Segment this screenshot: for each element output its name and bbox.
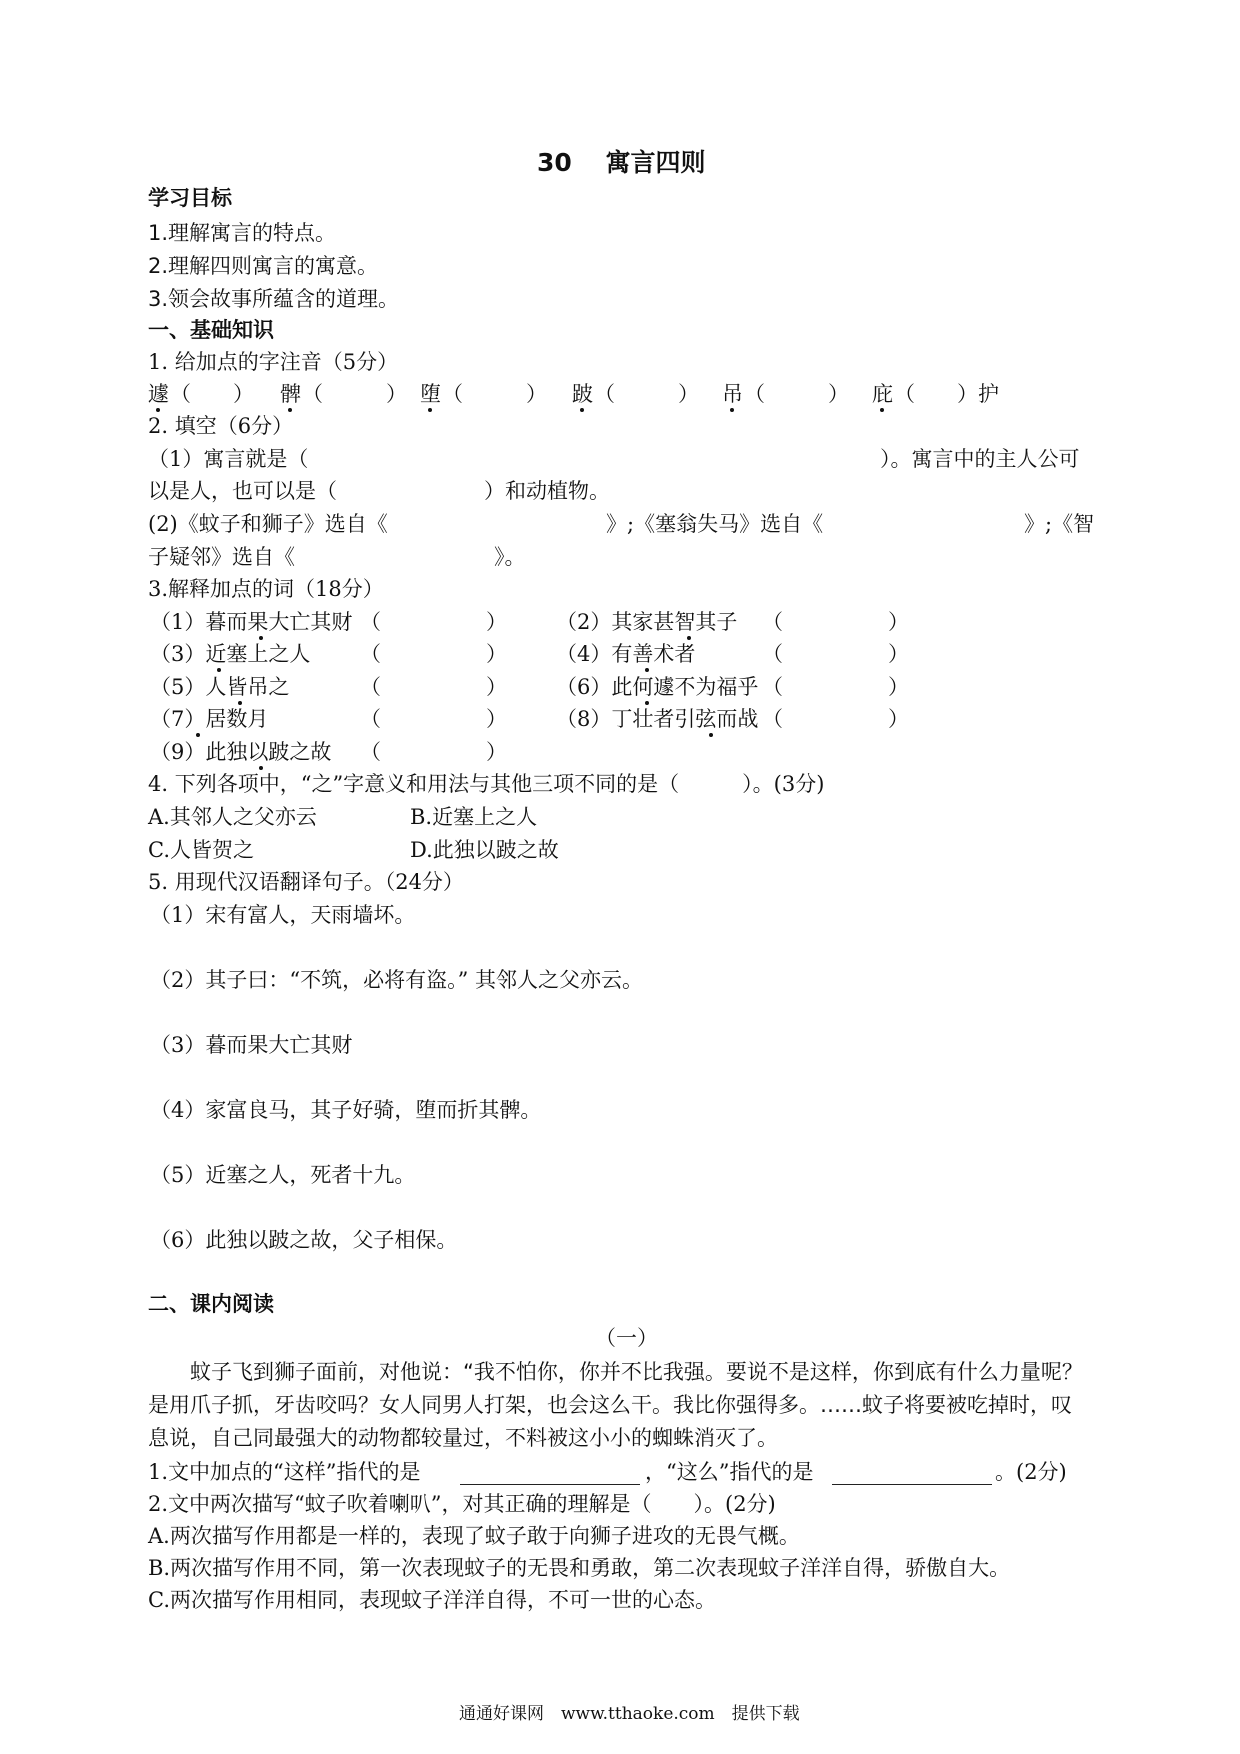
q1-char: 跛 (572, 382, 593, 406)
objective-2: 2.理解四则寓言的寓意。 (148, 254, 379, 278)
q2-line3-start: (2)《蚊子和狮子》选自《 (148, 512, 388, 536)
emphasis-dot (238, 701, 242, 705)
q3-answer-blank: （ ） (762, 610, 909, 634)
reading-q2-option-b: B.两次描写作用不同，第一次表现蚊子的无畏和勇敢，第二次表现蚊子洋洋自得，骄傲自大。 (148, 1556, 1011, 1580)
reading-q2-option-c: C.两次描写作用相同，表现蚊子洋洋自得，不可一世的心态。 (148, 1588, 716, 1612)
section2-heading: 二、课内阅读 (148, 1292, 274, 1316)
emphasis-dot (196, 733, 200, 737)
passage-line: 是用爪子抓，牙齿咬吗？女人同男人打架，也会这么干。我比你强得多。……蚊子将要被吃掉时，叹 (148, 1393, 1072, 1417)
q2-line3-mid: 》;《塞翁失马》选自《 (606, 512, 824, 536)
q1-answer-blank: （ ） (594, 382, 699, 406)
q3-answer-blank: （ ） (360, 675, 507, 699)
q3-item: （3）近塞上之人 (150, 642, 311, 666)
page-title: 30 寓言四则 (537, 148, 706, 177)
q1-stem: 1. 给加点的字注音（5分） (148, 350, 399, 374)
emphasis-dot (880, 408, 884, 412)
q3-answer-blank: （ ） (360, 740, 507, 764)
emphasis-dot (645, 701, 649, 705)
emphasis-dot (428, 408, 432, 412)
q3-item: （4）有善术者 (556, 642, 696, 666)
q1-char: 庇 (872, 382, 893, 406)
objectives-heading: 学习目标 (148, 186, 232, 210)
answer-underline (832, 1484, 992, 1485)
emphasis-dot (645, 668, 649, 672)
emphasis-dot (156, 408, 160, 412)
q3-answer-blank: （ ） (360, 642, 507, 666)
page-footer: 通通好课网 www.tthaoke.com 提供下载 (459, 1704, 800, 1724)
q2-line4-start: 子疑邻》选自《 (148, 545, 295, 569)
q2-line1-start: （1）寓言就是（ (148, 447, 309, 471)
q3-item: （8）丁壮者引弦而战 (556, 707, 759, 731)
reading-q2-stem: 2.文中两次描写“蚊子吹着喇叭”，对其正确的理解是（ ）。(2分) (148, 1492, 776, 1516)
reading-q2-option-a: A.两次描写作用都是一样的，表现了蚊子敢于向狮子进攻的无畏气概。 (148, 1524, 800, 1548)
q4-option-b: B.近塞上之人 (410, 805, 538, 829)
q1-answer-blank: （ ） (170, 382, 254, 406)
q3-item: （1）暮而果大亡其财 (150, 610, 353, 634)
q4-option-d: D.此独以跛之故 (410, 838, 559, 862)
q3-answer-blank: （ ） (762, 675, 909, 699)
emphasis-dot (259, 636, 263, 640)
reading-q1-mid: ，“这么”指代的是 (645, 1460, 814, 1484)
q3-item: （6）此何遽不为福乎 (556, 675, 759, 699)
q1-answer-blank: （ ） (744, 382, 849, 406)
q1-char: 吊 (722, 382, 743, 406)
q3-stem: 3.解释加点的词（18分） (148, 577, 384, 601)
section1-heading: 一、基础知识 (148, 318, 274, 342)
reading-q1-end: 。(2分) (995, 1460, 1067, 1484)
q3-answer-blank: （ ） (360, 707, 507, 731)
q3-item: （9）此独以跛之故 (150, 740, 332, 764)
q3-item: （5）人皆吊之 (150, 675, 290, 699)
q2-stem: 2. 填空（6分） (148, 414, 294, 438)
q3-answer-blank: （ ） (762, 642, 909, 666)
q1-answer-blank: （ ） (302, 382, 407, 406)
q5-item: （4）家富良马，其子好骑，堕而折其髀。 (150, 1098, 542, 1122)
q1-answer-blank: （ ） (442, 382, 547, 406)
q3-answer-blank: （ ） (360, 610, 507, 634)
answer-underline (460, 1484, 640, 1485)
emphasis-dot (580, 408, 584, 412)
q5-stem: 5. 用现代汉语翻译句子。（24分） (148, 870, 464, 894)
objective-1: 1.理解寓言的特点。 (148, 221, 337, 245)
q1-char: 遽 (148, 382, 169, 406)
emphasis-dot (687, 636, 691, 640)
q5-item: （6）此独以跛之故，父子相保。 (150, 1228, 458, 1252)
emphasis-dot (709, 733, 713, 737)
emphasis-dot (217, 668, 221, 672)
q3-answer-blank: （ ） (762, 707, 909, 731)
q3-item: （7）居数月 (150, 707, 269, 731)
q2-line1-end: ）。寓言中的主人公可 (880, 447, 1080, 471)
q5-item: （3）暮而果大亡其财 (150, 1033, 353, 1057)
q4-stem: 4. 下列各项中，“之”字意义和用法与其他三项不同的是（ ）。(3分) (148, 772, 825, 796)
passage-line: 蚊子飞到狮子面前，对他说：“我不怕你，你并不比我强。要说不是这样，你到底有什么力量呢？ (148, 1360, 1083, 1384)
q2-line3-end: 》;《智 (1024, 512, 1095, 536)
q4-option-a: A.其邻人之父亦云 (148, 805, 317, 829)
emphasis-dot (730, 408, 734, 412)
q5-item: （5）近塞之人，死者十九。 (150, 1163, 416, 1187)
q1-answer-blank: （ ）护 (894, 382, 999, 406)
q5-item: （1）宋有富人，天雨墙坏。 (150, 903, 416, 927)
objective-3: 3.领会故事所蕴含的道理。 (148, 287, 400, 311)
q1-char: 堕 (420, 382, 441, 406)
q3-item: （2）其家甚智其子 (556, 610, 738, 634)
emphasis-dot (259, 766, 263, 770)
q5-item: （2）其子曰：“不筑，必将有盗。” 其邻人之父亦云。 (150, 968, 644, 992)
q2-line4-end: 》。 (494, 545, 526, 569)
q2-line2: 以是人，也可以是（ ）和动植物。 (148, 479, 610, 503)
reading-q1-start: 1.文中加点的“这样”指代的是 (148, 1460, 421, 1484)
passage-line: 息说，自己同最强大的动物都较量过，不料被这小小的蜘蛛消灭了。 (148, 1426, 778, 1450)
emphasis-dot (288, 408, 292, 412)
q4-option-c: C.人皆贺之 (148, 838, 254, 862)
passage-number: （一） (595, 1326, 658, 1350)
q1-char: 髀 (280, 382, 301, 406)
